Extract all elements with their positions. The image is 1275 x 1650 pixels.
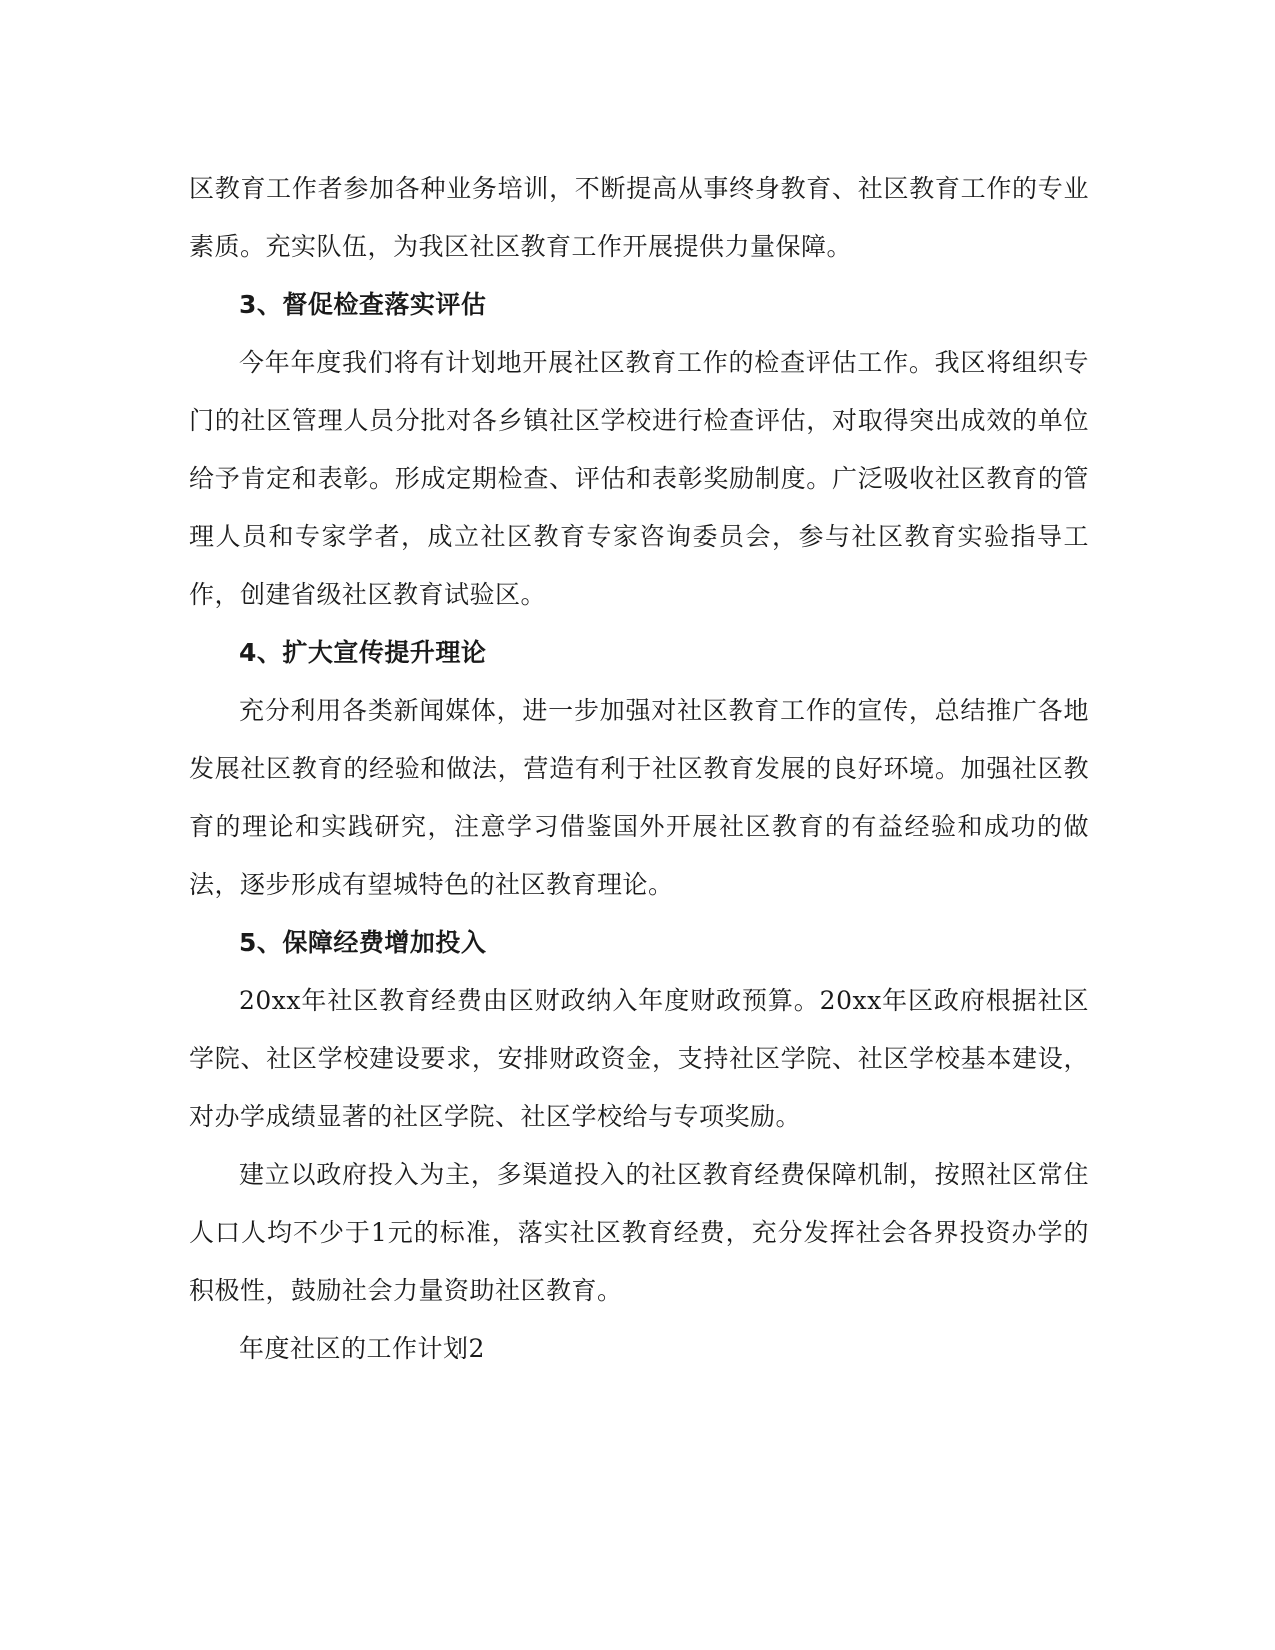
heading-funding: 5、保障经费增加投入 [239, 928, 487, 957]
heading-publicity-theory: 4、扩大宣传提升理论 [239, 638, 487, 667]
paragraph-supervision-evaluation: 今年年度我们将有计划地开展社区教育工作的检查评估工作。我区将组织专门的社区管理人员分批对各乡镇社区学校进行检查评估，对取得突出成效的单位给予肯定和表彰。形成定期检查、评估和表彰奖励制度。广泛吸收社区教育的管理人员和专家学者，成立社区教育专家咨询委员会，参与社区教育实验指导工作，创建省级社区教育试验区。 [189, 348, 1089, 609]
document-body [189, 160, 1089, 1378]
paragraph-plan-title-2: 年度社区的工作计划2 [239, 1334, 485, 1363]
paragraph-funding-budget: 20xx年社区教育经费由区财政纳入年度财政预算。20xx年区政府根据社区学院、社区学校建设要求，安排财政资金，支持社区学院、社区学校基本建设，对办学成绩显著的社区学院、社区学校给与专项奖励。 [189, 986, 1089, 1131]
heading-supervision-evaluation: 3、督促检查落实评估 [239, 290, 487, 319]
paragraph-funding-mechanism: 建立以政府投入为主，多渠道投入的社区教育经费保障机制，按照社区常住人口人均不少于1元的标准，落实社区教育经费，充分发挥社会各界投资办学的积极性，鼓励社会力量资助社区教育。 [189, 1160, 1089, 1305]
paragraph-publicity-theory: 充分利用各类新闻媒体，进一步加强对社区教育工作的宣传，总结推广各地发展社区教育的经验和做法，营造有利于社区教育发展的良好环境。加强社区教育的理论和实践研究，注意学习借鉴国外开展社区教育的有益经验和成功的做法，逐步形成有望城特色的社区教育理论。 [189, 696, 1089, 899]
paragraph-training-continued: 区教育工作者参加各种业务培训，不断提高从事终身教育、社区教育工作的专业素质。充实队伍，为我区社区教育工作开展提供力量保障。 [189, 174, 1089, 261]
